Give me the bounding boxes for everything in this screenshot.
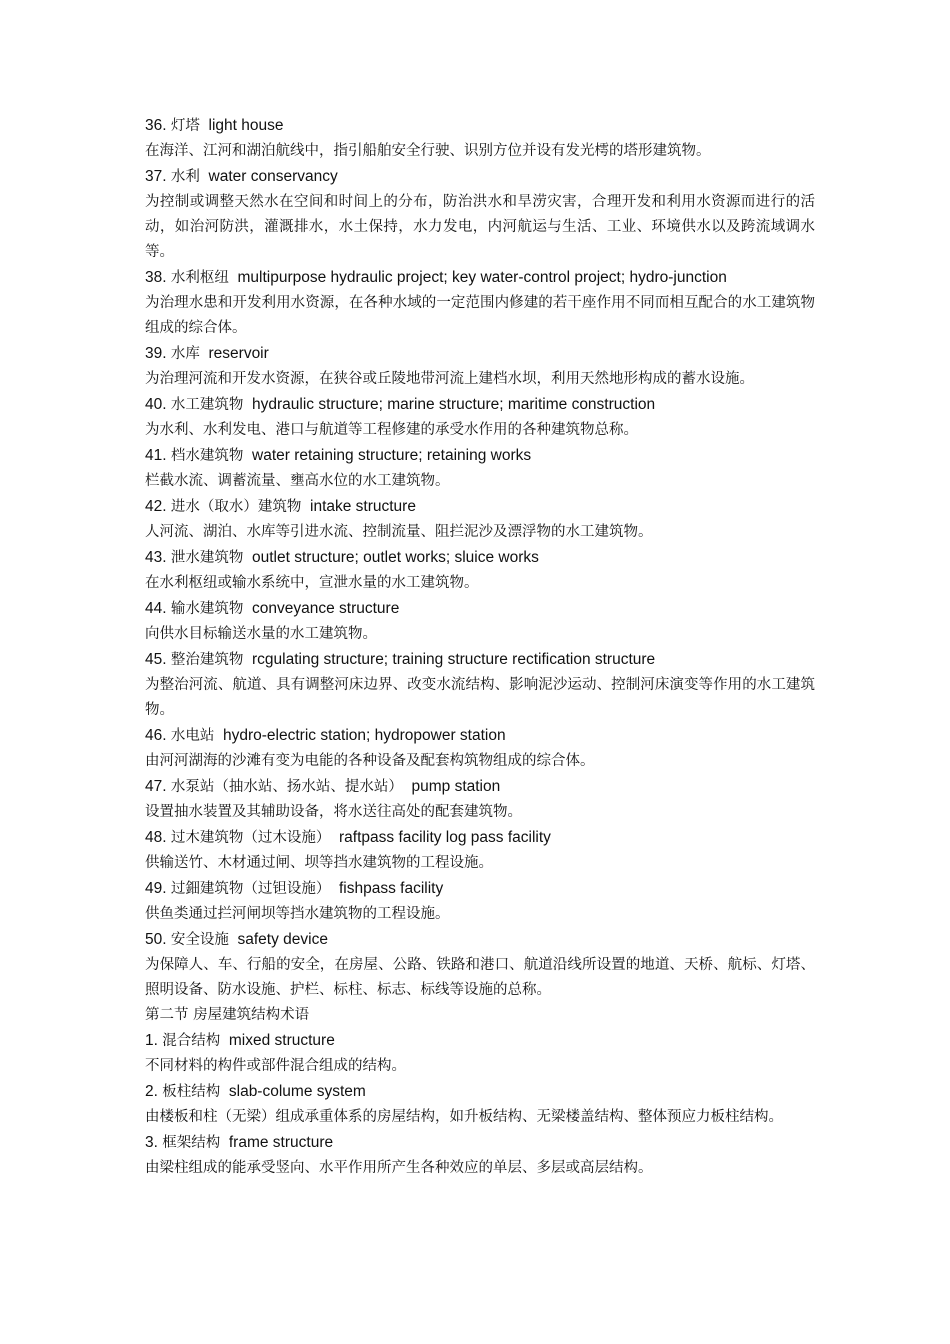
term-definition: 供输送竹、木材通过闸、坝等挡水建筑物的工程设施。 xyxy=(145,855,493,871)
term-english: frame structure xyxy=(228,1134,334,1151)
term-definition: 设置抽水装置及其辅助设备，将水送往高处的配套建筑物。 xyxy=(145,804,522,820)
term-entry xyxy=(145,443,815,494)
term-chinese: 水利枢纽 xyxy=(170,270,229,286)
term-entry xyxy=(145,927,815,1003)
term-definition: 栏截水流、调蓄流量、壅高水位的水工建筑物。 xyxy=(145,473,450,489)
term-number: 48. xyxy=(145,829,167,846)
term-number: 3. xyxy=(145,1134,158,1151)
term-chinese: 水工建筑物 xyxy=(170,397,244,413)
term-chinese: 灯塔 xyxy=(170,118,200,134)
term-definition: 由楼板和柱（无梁）组成承重体系的房屋结构，如升板结构、无梁楼盖结构、整体预应力板柱结构。 xyxy=(145,1109,783,1125)
term-entry xyxy=(145,341,815,392)
term-heading xyxy=(145,927,815,952)
term-list-section-2 xyxy=(145,1028,815,1181)
term-chinese: 框架结构 xyxy=(162,1135,221,1151)
term-english: raftpass facility log pass facility xyxy=(339,829,551,846)
term-definition: 由河河湖海的沙滩有变为电能的各种设备及配套构筑物组成的综合体。 xyxy=(145,753,595,769)
term-number: 49. xyxy=(145,880,167,897)
term-heading xyxy=(145,545,815,570)
term-number: 42. xyxy=(145,498,167,515)
term-definition: 为控制或调整天然水在空间和时间上的分布，防治洪水和旱涝灾害，合理开发和利用水资源而进行的活动，如治河防洪，灌溉排水，水土保持，水力发电，内河航运与生活、工业、环境供水以及跨流域调水等。 xyxy=(145,194,815,260)
term-definition: 为治理水患和开发利用水资源，在各种水域的一定范围内修建的若干座作用不同而相互配合的水工建筑物组成的综合体。 xyxy=(145,295,815,336)
term-definition: 人河流、湖泊、水库等引进水流、控制流量、阻拦泥沙及漂浮物的水工建筑物。 xyxy=(145,524,653,540)
term-entry xyxy=(145,723,815,774)
term-english: hydro-electric station; hydropower station xyxy=(223,727,506,744)
term-chinese: 档水建筑物 xyxy=(170,448,244,464)
term-entry xyxy=(145,876,815,927)
term-entry xyxy=(145,392,815,443)
term-entry xyxy=(145,113,815,164)
term-heading xyxy=(145,265,815,290)
term-number: 41. xyxy=(145,447,167,464)
term-definition: 供鱼类通过拦河闸坝等挡水建筑物的工程设施。 xyxy=(145,906,450,922)
term-definition: 在海洋、江河和湖泊航线中，指引船舶安全行驶、识别方位并设有发光樗的塔形建筑物。 xyxy=(145,143,711,159)
term-english: fishpass facility xyxy=(339,880,444,897)
term-chinese: 混合结构 xyxy=(162,1033,221,1049)
term-number: 36. xyxy=(145,117,167,134)
document-page xyxy=(145,113,815,1181)
term-entry xyxy=(145,1079,815,1130)
term-chinese: 安全设施 xyxy=(170,932,229,948)
term-number: 40. xyxy=(145,396,167,413)
term-number: 45. xyxy=(145,651,167,668)
term-chinese: 水利 xyxy=(170,169,200,185)
term-english: mixed structure xyxy=(228,1032,335,1049)
term-english: conveyance structure xyxy=(252,600,400,617)
term-definition: 向供水目标输送水量的水工建筑物。 xyxy=(145,626,377,642)
term-heading xyxy=(145,647,815,672)
term-number: 47. xyxy=(145,778,167,795)
term-english: safety device xyxy=(237,931,328,948)
term-number: 39. xyxy=(145,345,167,362)
term-chinese: 板柱结构 xyxy=(162,1084,221,1100)
term-list-section-1 xyxy=(145,113,815,1003)
term-heading xyxy=(145,494,815,519)
term-number: 50. xyxy=(145,931,167,948)
term-heading xyxy=(145,113,815,138)
term-chinese: 进水（取水）建筑物 xyxy=(170,499,302,515)
term-heading xyxy=(145,596,815,621)
term-heading xyxy=(145,876,815,901)
term-number: 2. xyxy=(145,1083,158,1100)
term-english: water conservancy xyxy=(208,168,338,185)
term-heading xyxy=(145,392,815,417)
term-chinese: 水泵站（抽水站、扬水站、提水站） xyxy=(170,779,403,795)
term-definition: 不同材料的构件或部件混合组成的结构。 xyxy=(145,1058,406,1074)
term-english: water retaining structure; retaining works xyxy=(252,447,532,464)
term-heading xyxy=(145,1130,815,1155)
term-heading xyxy=(145,723,815,748)
term-heading xyxy=(145,443,815,468)
term-heading xyxy=(145,164,815,189)
term-entry xyxy=(145,164,815,265)
term-number: 44. xyxy=(145,600,167,617)
term-english: multipurpose hydraulic project; key water-control project; hydro-junction xyxy=(237,269,727,286)
term-number: 38. xyxy=(145,269,167,286)
term-english: intake structure xyxy=(310,498,416,515)
term-english: reservoir xyxy=(208,345,269,362)
term-heading xyxy=(145,341,815,366)
term-number: 37. xyxy=(145,168,167,185)
term-heading xyxy=(145,825,815,850)
term-english: rcgulating structure; training structure rectification structure xyxy=(252,651,656,668)
term-heading xyxy=(145,1028,815,1053)
term-chinese: 水电站 xyxy=(170,728,215,744)
term-chinese: 输水建筑物 xyxy=(170,601,244,617)
term-entry xyxy=(145,494,815,545)
term-definition: 为保障人、车、行船的安全，在房屋、公路、铁路和港口、航道沿线所设置的地道、天桥、航标、灯塔、照明设备、防水设施、护栏、标柱、标志、标线等设施的总称。 xyxy=(145,957,815,998)
term-definition: 为整治河流、航道、具有调整河床边界、改变水流结构、影响泥沙运动、控制河床演变等作用的水工建筑物。 xyxy=(145,677,815,718)
term-definition: 在水利枢纽或输水系统中，宣泄水量的水工建筑物。 xyxy=(145,575,479,591)
term-english: outlet structure; outlet works; sluice works xyxy=(252,549,539,566)
term-chinese: 泄水建筑物 xyxy=(170,550,244,566)
term-english: hydraulic structure; marine structure; maritime construction xyxy=(252,396,656,413)
term-entry xyxy=(145,1130,815,1181)
term-entry xyxy=(145,545,815,596)
term-heading xyxy=(145,1079,815,1104)
term-entry xyxy=(145,647,815,723)
term-heading xyxy=(145,774,815,799)
term-entry xyxy=(145,596,815,647)
term-definition: 为治理河流和开发水资源，在狭谷或丘陵地带河流上建档水坝，利用天然地形构成的蓄水设施。 xyxy=(145,371,754,387)
term-entry xyxy=(145,1028,815,1079)
term-definition: 由梁柱组成的能承受竖向、水平作用所产生各种效应的单层、多层或高层结构。 xyxy=(145,1160,653,1176)
section-heading: 第二节 房屋建筑结构术语 xyxy=(145,1007,310,1023)
term-chinese: 过鈿建筑物（过钽设施） xyxy=(170,881,331,897)
term-number: 1. xyxy=(145,1032,158,1049)
term-chinese: 整治建筑物 xyxy=(170,652,244,668)
term-definition: 为水利、水利发电、港口与航道等工程修建的承受水作用的各种建筑物总称。 xyxy=(145,422,638,438)
term-english: slab-colume system xyxy=(228,1083,366,1100)
term-chinese: 水库 xyxy=(170,346,200,362)
term-number: 43. xyxy=(145,549,167,566)
term-entry xyxy=(145,825,815,876)
term-number: 46. xyxy=(145,727,167,744)
term-english: pump station xyxy=(411,778,501,795)
term-chinese: 过木建筑物（过木设施） xyxy=(170,830,331,846)
term-entry xyxy=(145,265,815,341)
term-english: light house xyxy=(208,117,284,134)
term-entry xyxy=(145,774,815,825)
